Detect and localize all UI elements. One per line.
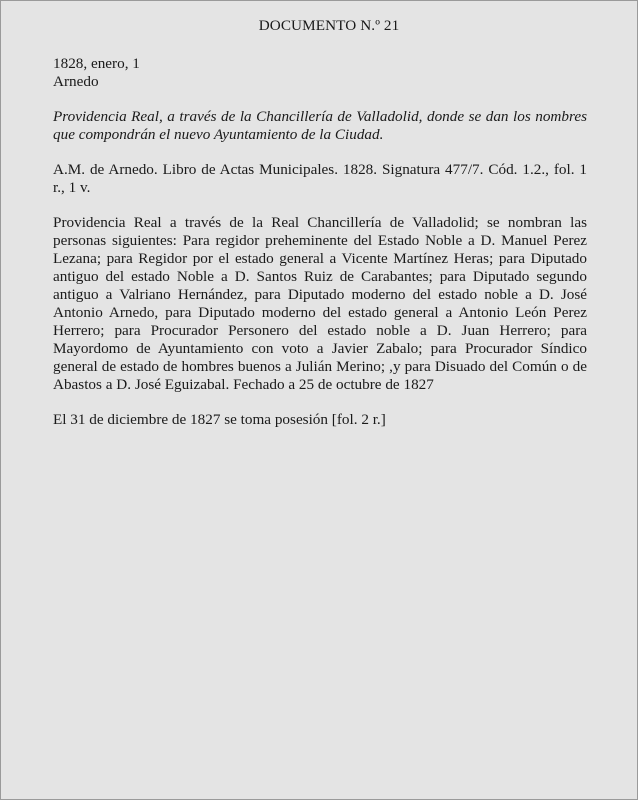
document-source: A.M. de Arnedo. Libro de Actas Municipales. 1828. Signatura 477/7. Cód. 1.2., fol. 1 r., 1 v.	[53, 161, 587, 196]
document-summary: Providencia Real, a través de la Chancillería de Valladolid, donde se dan los nombres que compondrán el nuevo Ayuntamiento de la Ciudad.	[53, 108, 587, 143]
document-place: Arnedo	[53, 73, 99, 90]
document-body: Providencia Real a través de la Real Chancillería de Valladolid; se nombran las personas siguientes: Para regidor preheminente del Estado Noble a D. Manuel Perez Lezana; para Regidor por el estado general a Vicente Martínez Heras; para Diputado antiguo del estado Noble a D. Santos Ruiz de Carabantes; para Diputado segundo antiguo a Valriano Hernández, para Diputado moderno del estado noble a D. José Antonio Arnedo, para Diputado moderno del estado general a Antonio León Perez Herrero; para Procurador Personero del estado noble a D. Juan Herrero; para Mayordomo de Ayuntamiento con voto a Javier Zabalo; para Procurador Síndico general de estado de hombres buenos a Julián Merino; ,y para Disuado del Común o de Abastos a D. José Eguizabal. Fechado a 25 de octubre de 1827	[53, 214, 587, 393]
document-content	[53, 17, 587, 429]
document-note: El 31 de diciembre de 1827 se toma posesión [fol. 2 r.]	[53, 411, 386, 428]
document-title: DOCUMENTO N.º 21	[258, 17, 400, 34]
document-date: 1828, enero, 1	[53, 55, 140, 72]
